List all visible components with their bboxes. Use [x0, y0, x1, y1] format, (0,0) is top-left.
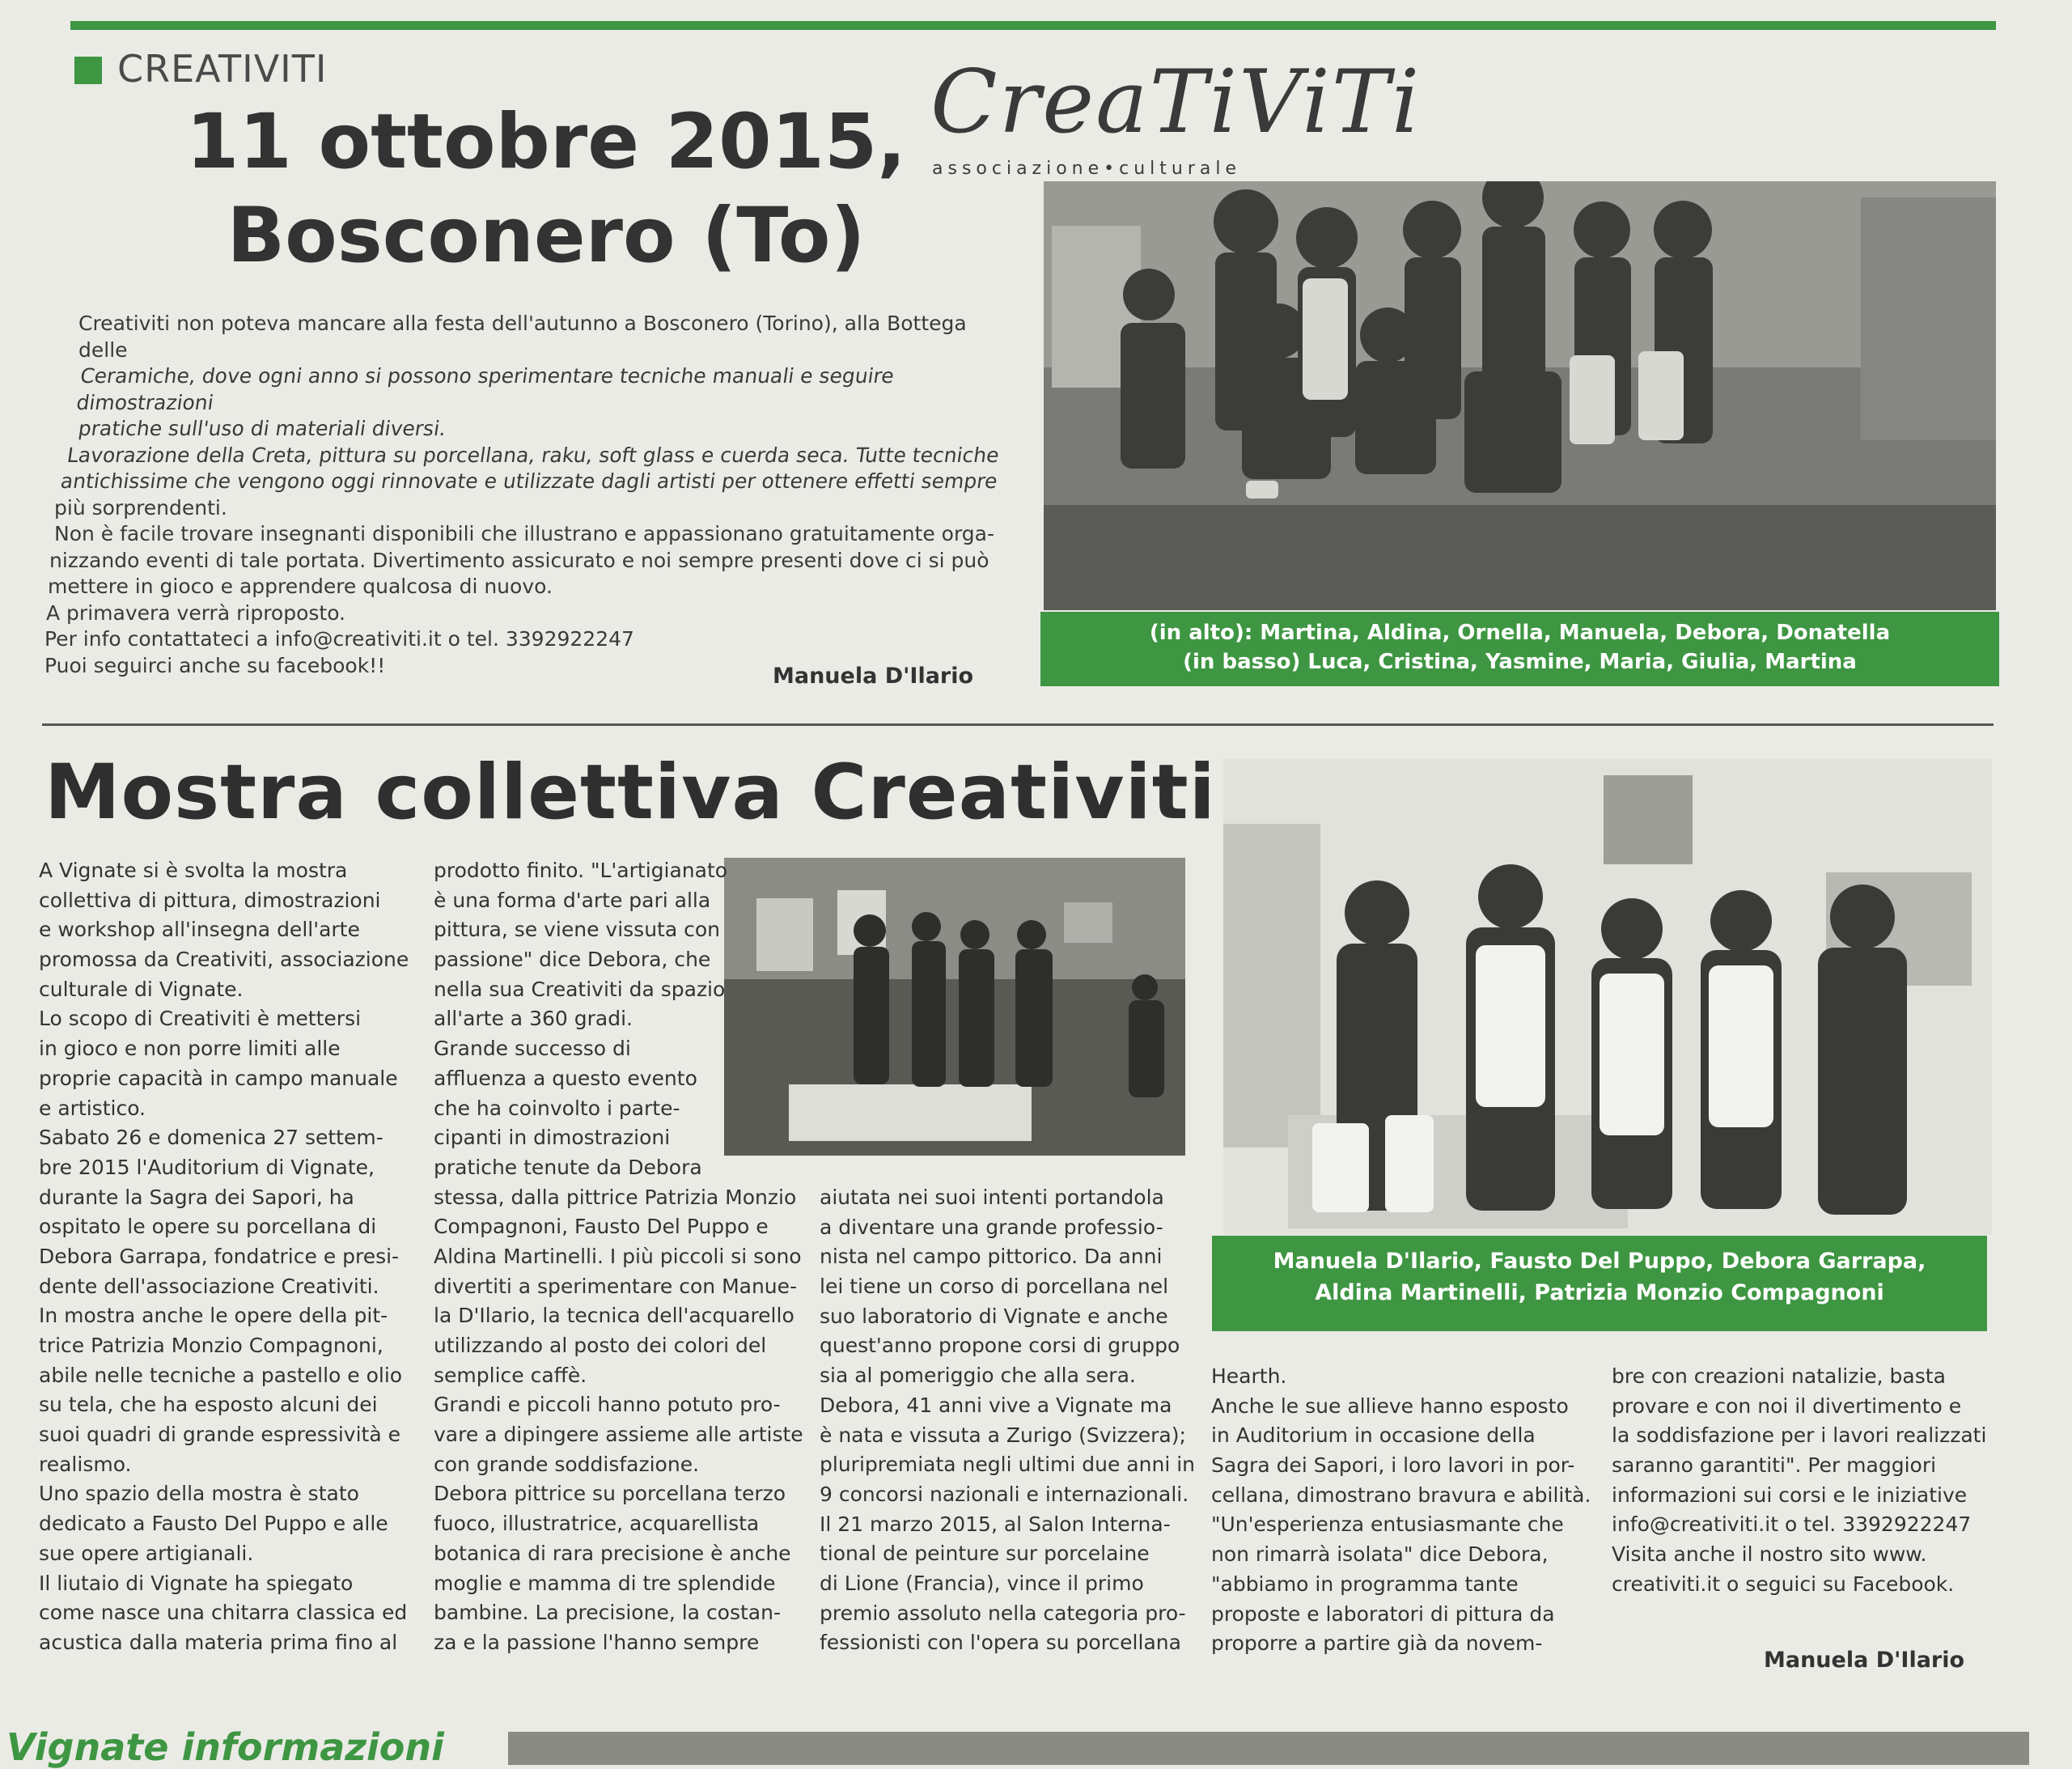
- photo-caption-bosconero: (in alto): Martina, Aldina, Ornella, Manuela, Debora, Donatella (in basso) Luca, Cristina, Yasmine, Maria, Giulia, Martina: [1040, 612, 1999, 686]
- article2-headline: Mostra collettiva Creativiti: [44, 749, 1216, 837]
- section-divider: [42, 723, 1994, 726]
- creativiti-logo: CreaTiViTi: [930, 52, 1422, 153]
- article1-headline: 11 ottobre 2015, Bosconero (To): [185, 98, 907, 280]
- article2-byline: Manuela D'Ilario: [1764, 1648, 1965, 1673]
- article2-column-4: Hearth. Anche le sue allieve hanno esposto in Auditorium in occasione della Sagra dei Sapori, i loro lavori in por- cellana, dimostrano bravura e abilità. "Un'esperienza entusiasmante che non rimarrà isolata" dice Debora, "abbiamo in programma tante proposte e laboratori di pittura da proporre a partire già da novem-: [1211, 1364, 1591, 1656]
- top-green-rule: [70, 21, 1996, 30]
- group-photo-bosconero: [1044, 181, 1996, 610]
- article2-column-5: bre con creazioni natalizie, basta provare e con noi il divertimento e la soddisfazione per i lavori realizzati saranno garantiti". Per maggiori informazioni sui corsi e le iniziative info@creativiti.it o tel. 3392922247 Visita anche il nostro sito www. creativiti.it o seguici su Facebook.: [1612, 1364, 1987, 1596]
- article2-column-3: aiutata nei suoi intenti portandola a diventare una grande professio- nista nel campo pittorico. Da anni lei tiene un corso di porcellana nel suo laboratorio di Vignate e anche quest'anno propone corsi di gruppo sia al pomeriggio che alla sera. Debora, 41 anni vive a Vignate ma è nata e vissuta a Zurigo (Svizzera); pluripremiata negli ultimi due anni in 9 concorsi nazionali e internazionali. Il 21 marzo 2015, al Salon Interna- tional de peinture sur porcelaine di Lione (Francia), vince il primo premio assoluto nella categoria pro- fessionisti con l'opera su porcellana: [820, 1186, 1196, 1655]
- article1-body: Creativiti non poteva mancare alla festa dell'autunno a Bosconero (Torino), alla Bottega delle Ceramiche, dove ogni anno si possono sperimentare tecniche manuali e seguire dimostrazioni pratiche sull'uso di materiali diversi. Lavorazione della Creta, pittura su porcellana, raku, soft glass e cuerda seca. Tutte tecniche antichissime che vengono oggi rinnovate e utilizzate dagli artisti per ottenere effetti sempre più sorprendenti. Non è facile trovare insegnanti disponibili che illustrano e appassionano gratuitamente orga- nizzando eventi di tale portata. Divertimento assicurato e noi sempre presenti dove ci si può mettere in gioco e apprendere qualcosa di nuovo. A primavera verrà riproposto. Per info contattateci a info@creativiti.it o tel. 3392922247 Puoi seguirci anche su facebook!!: [44, 312, 1001, 677]
- artists-group-photo: [1223, 759, 1992, 1235]
- section-marker: [74, 57, 102, 84]
- photo-caption-artists: Manuela D'Ilario, Fausto Del Puppo, Debora Garrapa, Aldina Martinelli, Patrizia Monzio Compagnoni: [1212, 1236, 1987, 1331]
- footer-bar: [508, 1732, 2029, 1765]
- artists-photo-illustration: [1223, 759, 1992, 1235]
- next-section-title: Vignate informazioni: [6, 1725, 444, 1769]
- article2-column-1: A Vignate si è svolta la mostra collettiva di pittura, dimostrazioni e workshop all'insegna dell'arte promossa da Creativiti, associazione culturale di Vignate. Lo scopo di Creativiti è mettersi in gioco e non porre limiti alle proprie capacità in campo manuale e artistico. Sabato 26 e domenica 27 settem- bre 2015 l'Auditorium di Vignate, durante la Sagra dei Sapori, ha ospitato le opere su porcellana di Debora Garrapa, fondatrice e presi- dente dell'associazione Creativiti. In mostra anche le opere della pit- trice Patrizia Monzio Compagnoni, abile nelle tecniche a pastello e olio su tela, che ha esposto alcuni dei suoi quadri di grande espressività e realismo. Uno spazio della mostra è stato dedicato a Fausto Del Puppo e alle sue opere artigianali. Il liutaio di Vignate ha spiegato come nasce una chitarra classica ed acustica dalla materia prima fino al: [39, 859, 409, 1654]
- article1-byline: Manuela D'Ilario: [773, 664, 974, 689]
- section-label: CREATIVITI: [117, 47, 328, 91]
- article2-column-2: prodotto finito. "L'artigianato è una forma d'arte pari alla pittura, se viene vissuta con passione" dice Debora, che nella sua Creativiti da spazio all'arte a 360 gradi. Grande successo di affluenza a questo evento che ha coinvolto i parte- cipanti in dimostrazioni pratiche tenute da Debora stessa, dalla pittrice Patrizia Monzio Compagnoni, Fausto Del Puppo e Aldina Martinelli. I più piccoli si sono divertiti a sperimentare con Manue- la D'Ilario, la tecnica dell'acquarello utilizzando al posto dei colori del semplice caffè. Grandi e piccoli hanno potuto pro- vare a dipingere assieme alle artiste con grande soddisfazione. Debora pittrice su porcellana terzo fuoco, illustratrice, acquarellista botanica di rara precisione è anche moglie e mamma di tre splendide bambine. La precisione, la costan- za e la passione l'hanno sempre: [434, 859, 803, 1654]
- logo-subtitle: associazione•culturale: [932, 159, 1242, 179]
- group-photo-illustration: [1044, 181, 1996, 610]
